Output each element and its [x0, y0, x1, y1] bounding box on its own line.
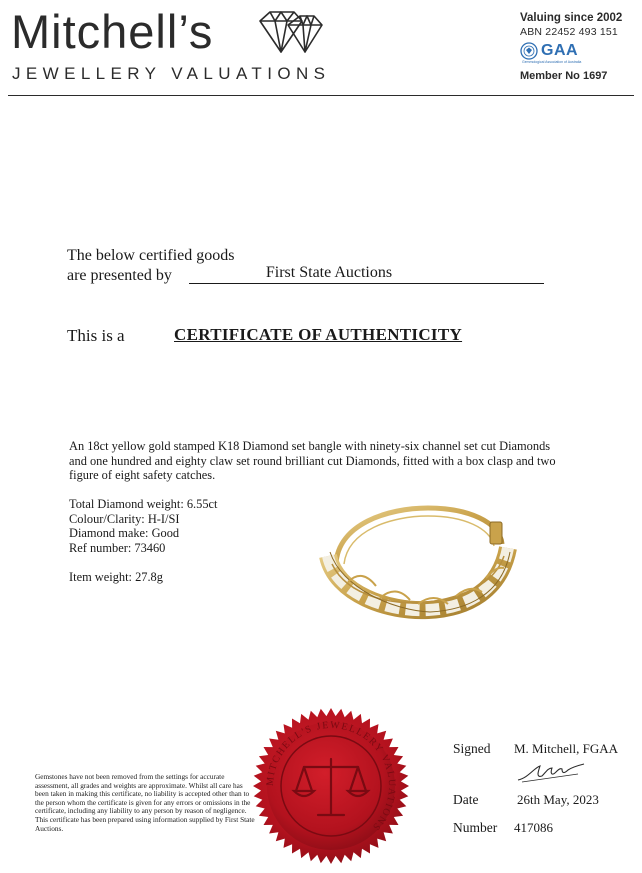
header-credentials	[520, 12, 636, 82]
number-value: 417086	[514, 820, 553, 835]
seal-ring-text: MITCHELL'S JEWELLERY VALUATIONS	[264, 719, 398, 834]
gaa-seal-icon	[520, 42, 538, 60]
abn-number: ABN 22452 493 151	[520, 26, 618, 38]
disclaimer-text: Gemstones have not been removed from the settings for accurate assessment, all grades and weights are approximate. Whilst all care has been taken in making this certificate, no liability is accepted other than to the person whom the certificate is given for any errors or omissions in the certificate, including any liability to any person by reason of negligence. This certificate has been prepared using information supplied by First State Auctions.	[35, 772, 255, 833]
gaa-logo	[520, 42, 636, 60]
gaa-subtext: Gemmological Association of Australia	[522, 60, 582, 64]
date-label: Date	[453, 792, 479, 807]
date-value: 26th May, 2023	[517, 792, 599, 807]
presented-intro-line1: The below certified goods	[67, 247, 235, 264]
bangle-photo	[318, 494, 518, 624]
spec-colour-clarity: Colour/Clarity: H-I/SI	[69, 511, 180, 526]
header-divider	[8, 95, 634, 96]
brand-name: Mitchell’s	[11, 5, 214, 58]
diamond-logo-icon	[258, 10, 324, 54]
signed-value: M. Mitchell, FGAA	[514, 741, 618, 756]
gaa-logo-text: GAA	[541, 42, 579, 59]
presented-intro-line2: are presented by	[67, 267, 172, 284]
presenter-underline	[189, 283, 544, 284]
spec-ref-number: Ref number: 73460	[69, 540, 166, 555]
valuing-since: Valuing since 2002	[520, 12, 623, 24]
this-is-label: This is a	[67, 326, 125, 345]
item-description: An 18ct yellow gold stamped K18 Diamond set bangle with ninety-six channel set cut Diamonds and one hundred and eighty claw set round brilliant cut Diamonds, fitted with a box clasp and two figure of eight safety catches.	[69, 439, 556, 482]
spec-diamond-make: Diamond make: Good	[69, 526, 180, 540]
spec-total-diamond-weight: Total Diamond weight: 6.55ct	[69, 497, 218, 511]
member-number: Member No 1697	[520, 70, 608, 82]
signature	[516, 760, 586, 784]
wax-seal-icon	[252, 707, 410, 865]
item-specs	[69, 497, 217, 555]
signed-label: Signed	[453, 741, 491, 756]
certificate-title: CERTIFICATE OF AUTHENTICITY	[174, 325, 463, 344]
presenter-name: First State Auctions	[265, 264, 393, 281]
item-weight: Item weight: 27.8g	[69, 570, 163, 584]
number-label: Number	[453, 820, 498, 835]
brand-tagline: JEWELLERY VALUATIONS	[12, 64, 331, 83]
